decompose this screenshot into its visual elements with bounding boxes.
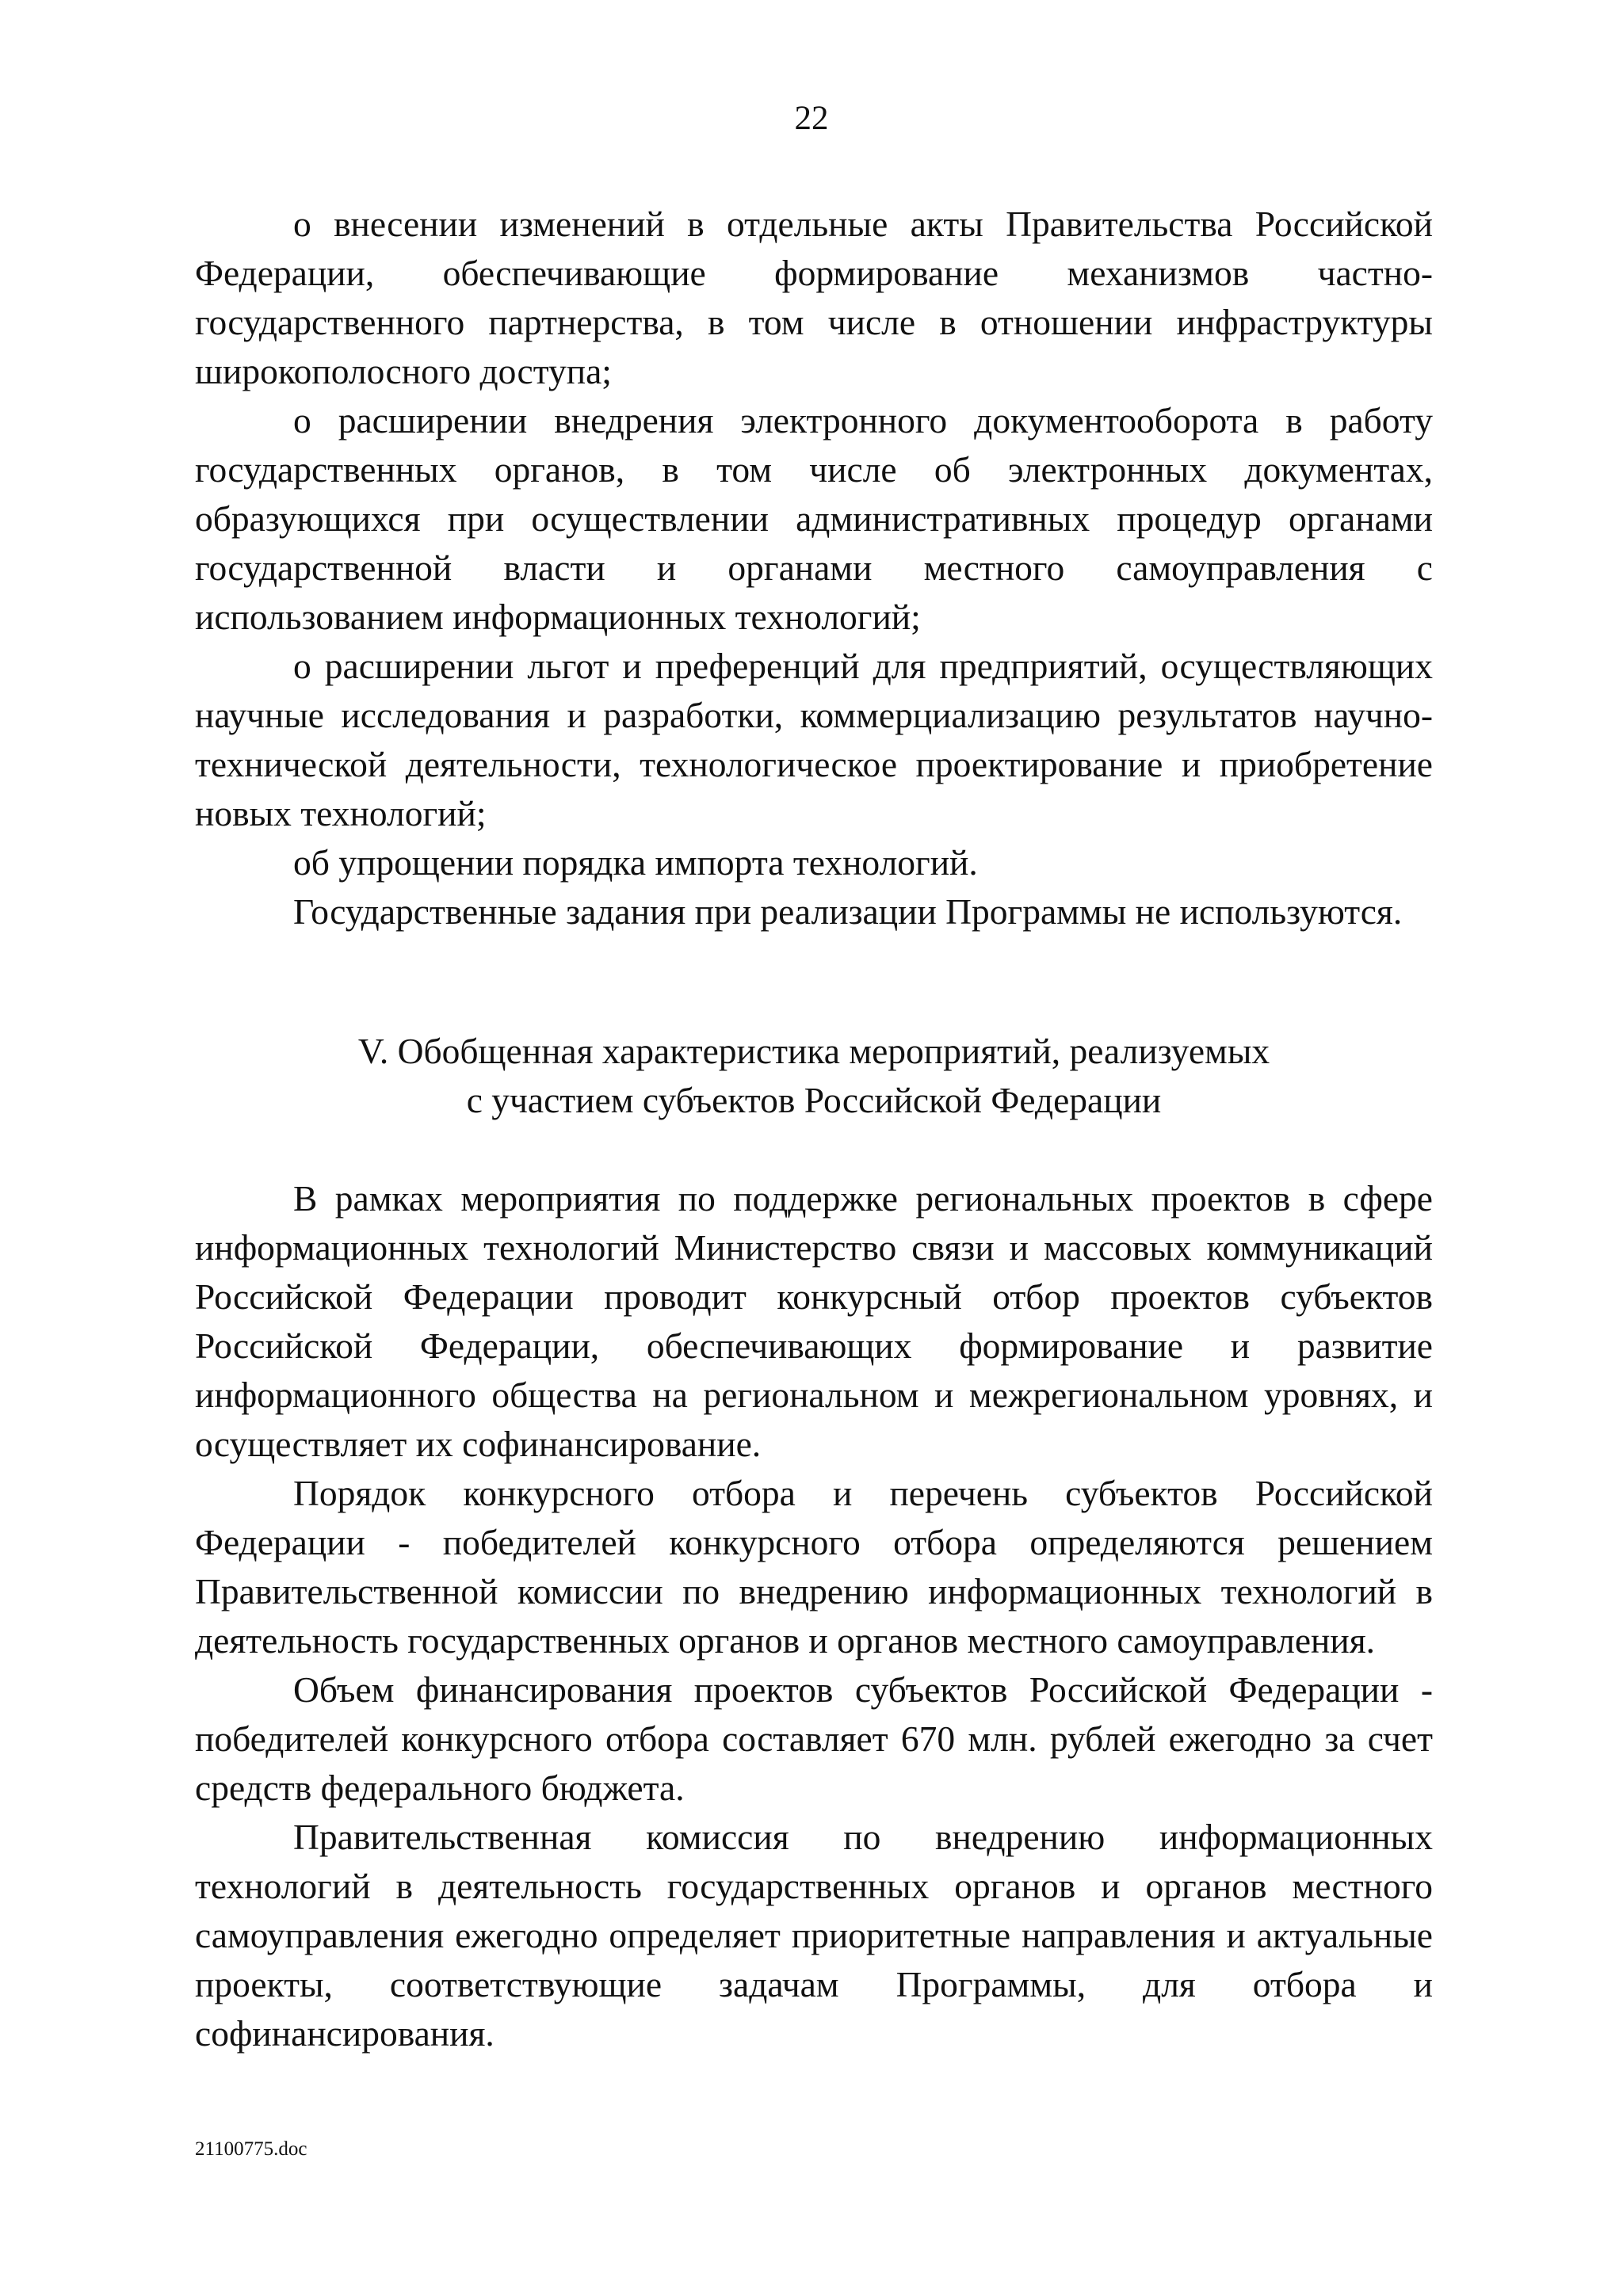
section-heading-line-1: V. Обобщенная характеристика мероприятий, реализуемых <box>357 1031 1270 1071</box>
paragraph-benefits-preferences: о расширении льгот и преференций для предприятий, осуществляющих научные исследования и разработки, коммерциализацию результатов научно-технической деятельности, технологическое проектирование и приобретение новых технологий; <box>195 646 1433 833</box>
paragraph-selection-procedure: Порядок конкурсного отбора и перечень субъектов Российской Федерации - победителей конкурсного отбора определяются решением Правительственной комиссии по внедрению информационных технологий в деятельность государственных органов и органов местного самоуправления. <box>195 1473 1433 1661</box>
paragraph-amendments-acts: о внесении изменений в отдельные акты Правительства Российской Федерации, обеспечивающие формирование механизмов частно-государственного партнерства, в том числе в отношении инфраструктуры широкополосного доступа; <box>195 204 1433 391</box>
section-heading-line-2: с участием субъектов Российской Федерации <box>466 1080 1162 1120</box>
page-number: 22 <box>794 100 829 137</box>
paragraph-funding-volume: Объем финансирования проектов субъектов Российской Федерации - победителей конкурсного отбора составляет 670 млн. рублей ежегодно за счет средств федерального бюджета. <box>195 1669 1433 1808</box>
paragraph-state-assignments: Государственные задания при реализации Программы не используются. <box>293 891 1403 932</box>
section-heading <box>195 1027 1433 1125</box>
body-text-top <box>195 200 1433 936</box>
paragraph-technology-import: об упрощении порядка импорта технологий. <box>293 842 978 883</box>
paragraph-electronic-document-flow: о расширении внедрения электронного документооборота в работу государственных органов, в том числе об электронных документах, образующихся при осуществлении административных процедур органами государственной власти и органами местного самоуправления с использованием информационных технологий; <box>195 400 1433 637</box>
footer-file-name: 21100775.doc <box>195 2138 307 2160</box>
paragraph-commission-priorities: Правительственная комиссия по внедрению информационных технологий в деятельность государственных органов и органов местного самоуправления ежегодно определяет приоритетные направления и актуальные проекты, соответствующие задачам Программы, для отбора и софинансирования. <box>195 1817 1433 2054</box>
paragraph-regional-projects: В рамках мероприятия по поддержке региональных проектов в сфере информационных технологий Министерство связи и массовых коммуникаций Российской Федерации проводит конкурсный отбор проектов субъектов Российской Федерации, обеспечивающих формирование и развитие информационного общества на региональном и межрегиональном уровнях, и осуществляет их софинансирование. <box>195 1178 1433 1464</box>
body-text-bottom <box>195 1174 1433 2058</box>
